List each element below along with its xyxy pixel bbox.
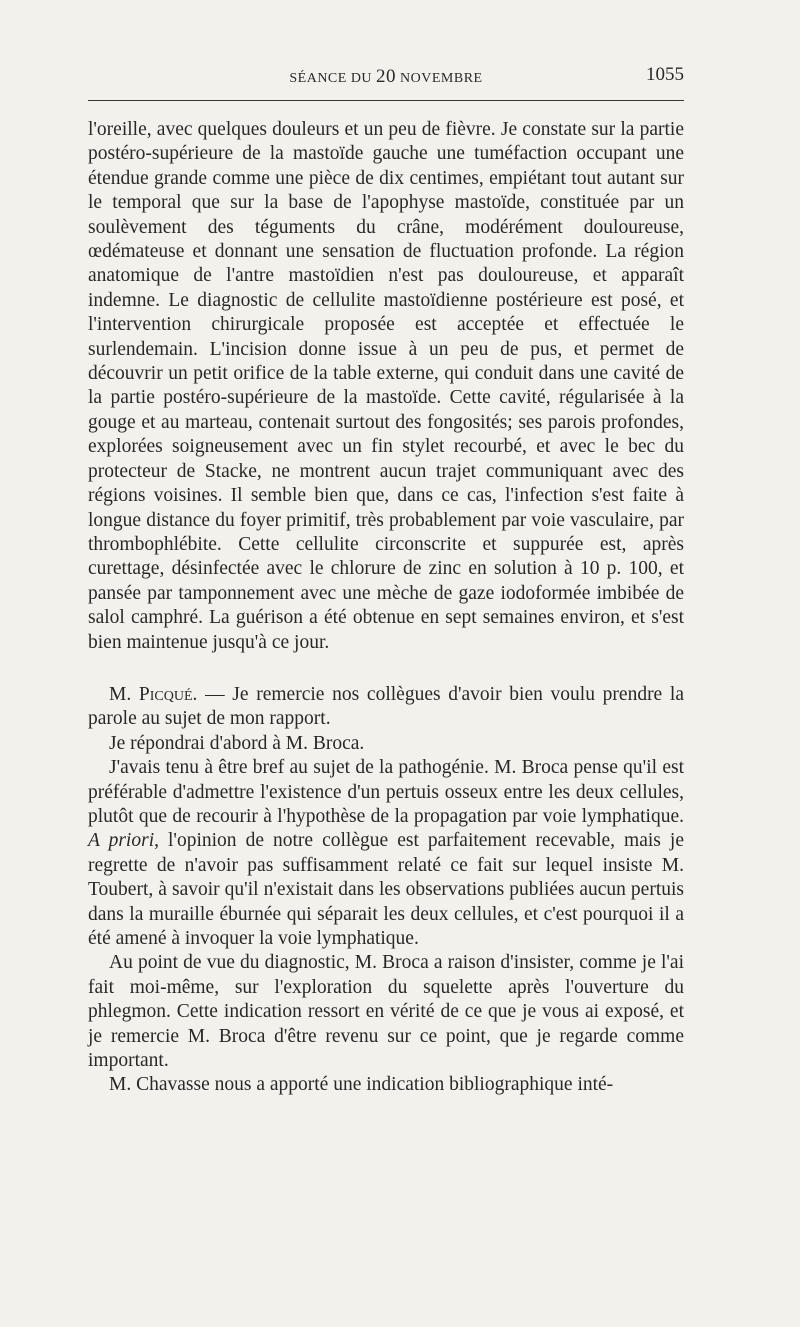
paragraph-reply-broca: Je répondrai d'abord à M. Broca. bbox=[109, 732, 365, 754]
running-header bbox=[88, 66, 684, 88]
paragraph-pathogenie: J'avais tenu à être bref au sujet de la pathogénie. M. Broca pense qu'il est préférable d'admettre l'existence d'un pertuis osseux entre les deux cellules, plutôt que de recourir à l'hypothèse de la propagation par voie lymphatique. A priori, l'opinion de notre collègue est parfaitement recevable, mais je regrette de n'avoir pas suffisamment relaté ce fait sur lequel insiste M. Toubert, à savoir qu'il n'existait dans les observations publiées aucun pertuis dans la muraille éburnée qui séparait les deux cellules, et c'est pourquoi il a été amené à invoquer la voie lymphatique. bbox=[88, 757, 684, 949]
header-date-number: 20 bbox=[376, 66, 397, 87]
speaker-name: M. Picqué. bbox=[109, 683, 198, 705]
header-title: SÉANCE DU 20 NOVEMBRE bbox=[289, 66, 483, 87]
paragraph-picque-reply: M. Picqué. — Je remercie nos collègues d'avoir bien voulu prendre la parole au sujet de mon rapport. bbox=[88, 683, 684, 730]
paragraph-case-report: l'oreille, avec quelques douleurs et un peu de fièvre. Je constate sur la partie postéro-supérieure de la mastoïde gauche une tuméfaction occupant une étendue grande comme une pièce de dix centimes, empiétant tout autant sur le temporal que sur la base de l'apophyse mastoïde, constituée par un soulèvement des téguments du crâne, modérément douloureuse, œdémateuse et donnant une sensation de fluctuation profonde. La région anatomique de l'antre mastoïdien n'est pas douloureuse, et apparaît indemne. Le diagnostic de cellulite mastoïdienne postérieure est posé, et l'intervention chirurgicale proposée est acceptée et effectuée le surlendemain. L'incision donne issue à un peu de pus, et permet de découvrir un petit orifice de la table externe, qui conduit dans une cavité de la partie postéro-supérieure de la mastoïde. Cette cavité, régularisée à la gouge et au marteau, contenait surtout des fongosités; ses parois profondes, explorées soigneusement avec un fin stylet recourbé, et avec le bec du protecteur de Stacke, ne montrent aucun trajet communiquant avec des régions voisines. Il semble bien que, dans ce cas, l'infection s'est faite à longue distance du foyer primitif, très probablement par voie vasculaire, par thrombophlébite. Cette cellulite circonscrite et suppurée est, après curettage, désinfectée avec le chlorure de zinc en solution à 10 p. 100, et pansée par tamponnement avec une mèche de gaze iodoformée imbibée de salol camphré. La guérison a été obtenue en sept semaines environ, et s'est bien maintenue jusqu'à ce jour. bbox=[88, 119, 684, 653]
paragraph-chavasse: M. Chavasse nous a apporté une indication bibliographique inté- bbox=[109, 1074, 614, 1096]
italic-a-priori: A priori bbox=[88, 830, 155, 852]
section-gap bbox=[88, 655, 684, 683]
paragraph-diagnostic: Au point de vue du diagnostic, M. Broca a raison d'insister, comme je l'ai fait moi-même, sur l'exploration du squelette après l'ouverture du phlegmon. Cette indication ressort en vérité de ce que je vous ai exposé, et je remercie M. Broca d'être revenu sur ce point, que je regarde comme important. bbox=[88, 952, 684, 1072]
header-rule bbox=[88, 100, 684, 101]
body-text bbox=[88, 118, 684, 1098]
page-number: 1055 bbox=[646, 64, 684, 85]
